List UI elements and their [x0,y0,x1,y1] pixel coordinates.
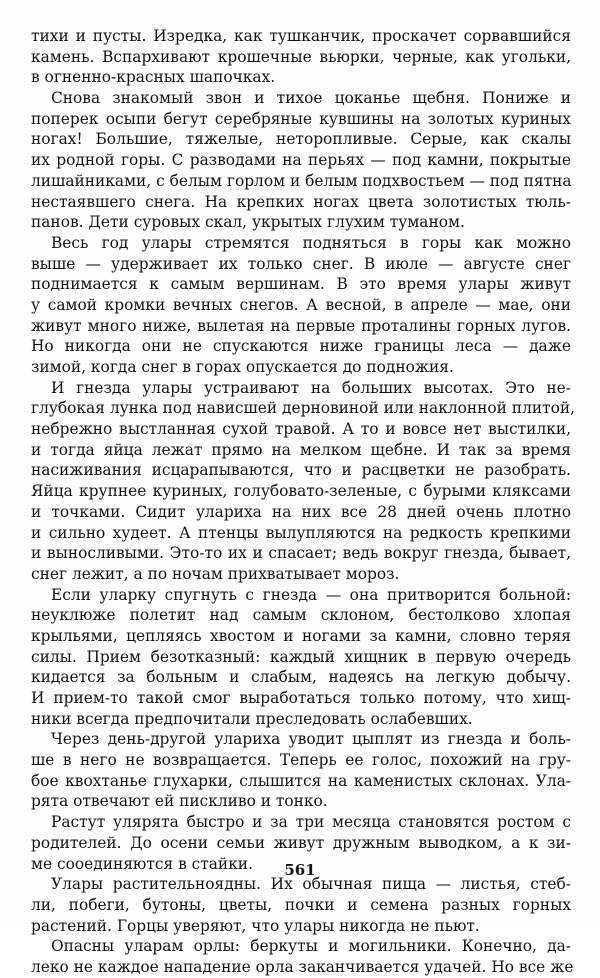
text-line: панов. Дети суровых скал, укрытых глухим туманом. [31,213,465,232]
paragraph [31,729,571,812]
text-line: у самой кромки вечных снегов. А весной, в апреле — мае, они [31,295,571,314]
text-line: Яйца крупнее куриных, голубовато-зеленые, с бурыми кляксами [31,482,571,501]
text-line: Но никогда они не спускаются ниже границы леса — даже [31,337,571,356]
text-line: их родной горы. С разводами на перьях — под камни, покрытые [31,151,571,170]
text-line: ше в него не возвращается. Теперь ее голос, похожий на гру- [31,751,571,770]
text-line: силы. Прием безотказный: каждый хищник в первую очередь [31,647,571,666]
text-line: родителей. До осени семьи живут дружным выводком, а к зи- [31,833,571,852]
text-line: и выносливыми. Это-то их и спасает; ведь вокруг гнезда, бывает, [31,544,571,563]
text-line: насиживания исцарапываются, что и расцветки не разобрать. [31,461,571,480]
paragraph [31,378,576,585]
text-line: снег лежит, а по ночам прихватывает мороз. [31,564,400,583]
text-line: Улары растительноядны. Их обычная пища — листья, стеб- [51,875,571,894]
text-line: И гнезда улары устраивают на больших высотах. Это не- [51,378,571,397]
text-line: Снова знакомый звон и тихое цоканье щебня. Пониже и [51,89,571,108]
paragraph [31,585,571,730]
text-line: в огненно-красных шапочках. [31,68,276,87]
text-line: и тогда яйца лежат прямо на мелком щебне. И так за время [31,440,571,459]
text-line: Весь год улары стремятся подняться в горы как можно [51,233,571,252]
text-line: растений. Горцы уверяют, что улары никогда не пьют. [31,916,480,935]
text-line: крыльями, цепляясь хвостом и ногами за камни, словно теряя [31,626,571,645]
paragraph [31,88,571,233]
text-line: и точками. Сидит улариха на них все 28 дней очень плотно [31,502,571,521]
text-line: неуклюже полетит над самым склоном, бестолково хлопая [31,606,571,625]
text-line: и сильно худеет. А птенцы вылупляются на редкость крепкими [31,523,571,542]
text-line: Если уларку спугнуть с гнезда — она притворится больной: [51,585,571,604]
text-line: глубокая лунка под нависшей дерновиной или наклонной плитой, [31,399,576,418]
paragraph [31,233,571,378]
text-line: лишайниками, с белым горлом и белым подхвостьем — под пятна [31,171,572,190]
text-line: небрежно выстланная сухой травой. А то и вовсе нет выстилки, [31,420,571,439]
text-line: нестаявшего снега. На крепких ногах цвета золотистых тюль- [31,192,571,211]
text-line: ники всегда предпочитали преследовать ослабевших. [31,709,473,728]
text-line: ли, побеги, бутоны, цветы, почки и семена разных горных [31,895,571,914]
text-line: Опасны уларам орлы: беркуты и могильники. Конечно, да- [51,937,571,956]
text-line: тихи и пусты. Изредка, как тушканчик, проскачет сорвавшийся [31,27,571,45]
text-line: ногах! Большие, тяжелые, неторопливые. Серые, как скалы [31,130,571,149]
text-line: кидается за больным и слабым, надеясь на легкую добычу. [31,668,571,687]
text-line: Через день-другой улариха уводит цыплят из гнезда и боль- [51,730,571,749]
text-line: леко не каждое нападение орла заканчивается удачей. Но все же [31,957,574,976]
text-line: зимой, когда снег в горах опускается до подножия. [31,358,454,376]
text-line: поперек осыпи бегут серебряные кувшины на золотых куриных [31,109,571,128]
text-line: рята отвечают ей пискливо и тонко. [31,792,328,811]
paragraph [31,936,574,977]
text-line: бое квохтанье глухарки, слышится на каменистых склонах. Ула- [31,771,571,790]
body-text [31,26,576,978]
page-number: 561 [284,861,316,879]
text-line: выше — удерживает их только снег. В июле — августе снег [31,254,571,273]
text-line: живут много ниже, вылетая на первые проталины горных лугов. [31,316,571,335]
text-line: Растут улярята быстро и за три месяца становятся ростом с [51,813,571,832]
text-line: ме сооединяются в стайки. [31,854,253,873]
paragraph [31,26,571,88]
text-line: камень. Вспархивают крошечные вьюрки, черные, как угольки, [31,47,571,66]
text-line: И прием-то такой смог выработаться только потому, что хищ- [31,689,571,707]
text-line: поднимается к самым вершинам. В это время улары живут [31,275,571,294]
